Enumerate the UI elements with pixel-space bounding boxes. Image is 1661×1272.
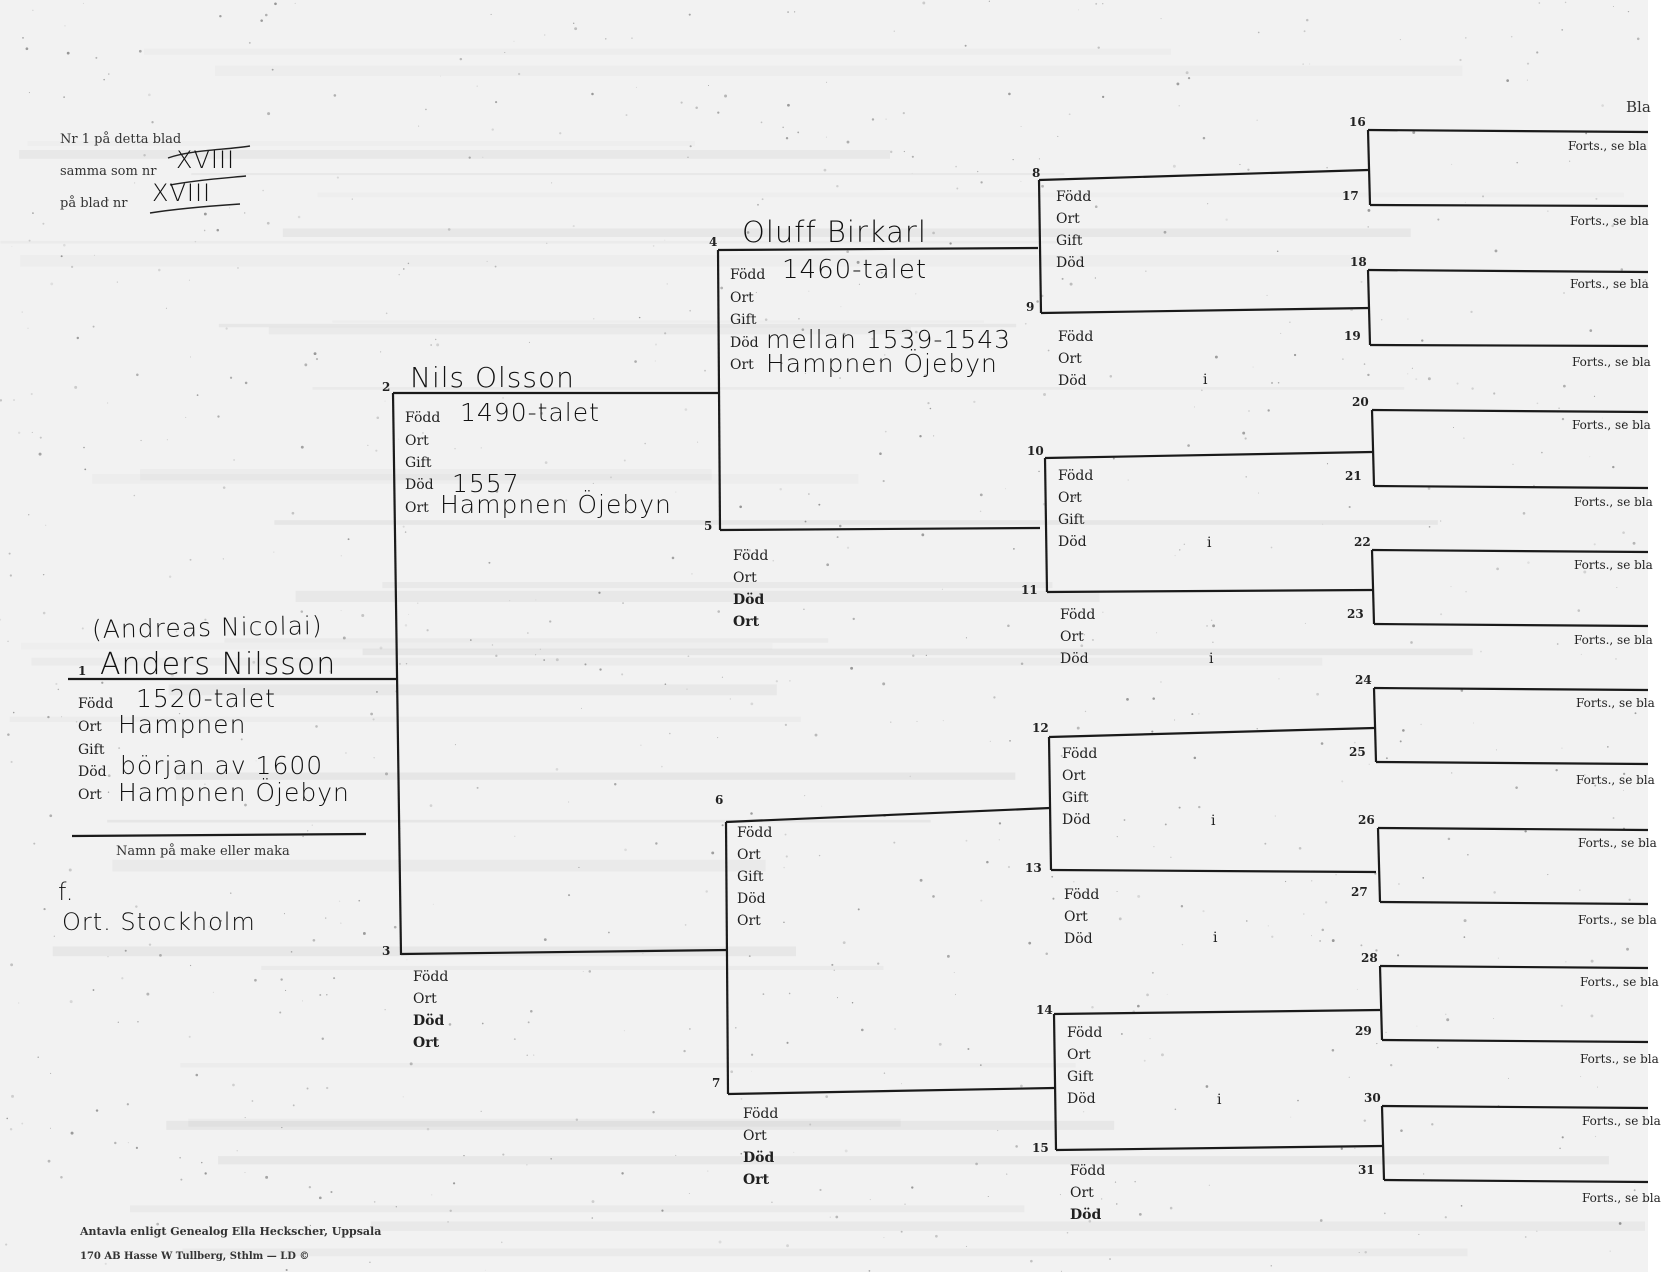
person25-number: 25: [1349, 745, 1366, 759]
p12-ort-label: Ort: [1062, 768, 1086, 784]
p4-gift-label: Gift: [730, 312, 757, 328]
p9-i: i: [1203, 372, 1208, 388]
person1-number: 1: [78, 664, 87, 678]
p13-ort-label: Ort: [1064, 909, 1088, 925]
spouse-ort: Ort. Stockholm: [62, 908, 256, 936]
p2-ort-label: Ort: [405, 433, 429, 449]
p6-ort-label: Ort: [737, 847, 761, 863]
p13-dod-label: Död: [1064, 931, 1093, 947]
person31-number: 31: [1358, 1163, 1375, 1177]
person2-dod-ort: Hampnen Öjebyn: [440, 490, 672, 519]
forts-23: Forts., se bla: [1574, 633, 1653, 647]
person10-fields: [1058, 465, 1093, 553]
blad-value: XVIII: [152, 179, 212, 207]
blad-corner: Bla: [1626, 98, 1651, 116]
person6-fields: [737, 822, 772, 932]
p9-ort-label: Ort: [1058, 351, 1082, 367]
forts-25: Forts., se bla: [1576, 773, 1655, 787]
spouse-f: f.: [58, 878, 75, 906]
make-label: Namn på make eller maka: [116, 844, 290, 859]
person5-number: 5: [704, 519, 713, 533]
person1-alt-name: (Andreas Nicolai): [91, 610, 323, 645]
p9-fodd-label: Född: [1058, 329, 1094, 345]
p2-dod-ort-label: Ort: [405, 500, 429, 516]
person13-fields: [1064, 884, 1099, 950]
p3-dod-ort-label: Ort: [413, 1035, 440, 1051]
p2-dod-label: Död: [405, 477, 434, 493]
person22-number: 22: [1354, 535, 1371, 549]
p2-gift-label: Gift: [405, 455, 432, 471]
person14-fields: [1067, 1022, 1102, 1110]
p1-ort-label: Ort: [78, 719, 102, 735]
forts-29: Forts., se bla: [1580, 1052, 1659, 1066]
p13-i: i: [1213, 930, 1218, 946]
p14-i: i: [1217, 1092, 1222, 1108]
person4-dod-ort: Hampnen Öjebyn: [766, 349, 998, 378]
footer-line2: 170 AB Hasse W Tullberg, Sthlm — LD ©: [80, 1251, 310, 1262]
forts-21: Forts., se bla: [1574, 495, 1653, 509]
person9-number: 9: [1026, 300, 1035, 314]
p4-ort-label: Ort: [730, 290, 754, 306]
person13-number: 13: [1025, 861, 1042, 875]
p10-i: i: [1207, 535, 1212, 551]
p4-dod-label: Död: [730, 335, 759, 351]
p5-fodd-label: Född: [733, 548, 769, 564]
person16-number: 16: [1349, 115, 1366, 129]
person2-dod: 1557: [452, 469, 520, 498]
forts-31: Forts., se bla: [1582, 1191, 1661, 1205]
p6-gift-label: Gift: [737, 869, 764, 885]
person27-number: 27: [1351, 885, 1368, 899]
p1-dod-label: Död: [78, 764, 107, 780]
p10-dod-label: Död: [1058, 534, 1087, 550]
forts-18: Forts., se bla: [1570, 277, 1649, 291]
nr-line: Nr 1 på detta blad: [60, 132, 182, 147]
person8-number: 8: [1032, 166, 1041, 180]
person14-number: 14: [1036, 1003, 1053, 1017]
p14-dod-label: Död: [1067, 1091, 1096, 1107]
person1-dod: början av 1600: [120, 751, 324, 780]
p6-dod-label: Död: [737, 891, 766, 907]
p9-dod-label: Död: [1058, 373, 1087, 389]
p7-dod-ort-label: Ort: [743, 1172, 770, 1188]
person4-number: 4: [709, 235, 718, 249]
forts-20: Forts., se bla: [1572, 418, 1651, 432]
p10-gift-label: Gift: [1058, 512, 1085, 528]
person10-number: 10: [1027, 444, 1044, 458]
person4-dod: mellan 1539-1543: [766, 325, 1012, 354]
person2-name: Nils Olsson: [410, 361, 575, 394]
p14-fodd-label: Född: [1067, 1025, 1103, 1041]
person19-number: 19: [1344, 329, 1361, 343]
p15-dod-label: Död: [1070, 1207, 1102, 1223]
p2-fodd-label: Född: [405, 410, 441, 426]
person5-fields: [733, 545, 768, 633]
p7-fodd-label: Född: [743, 1106, 779, 1122]
forts-24: Forts., se bla: [1576, 696, 1655, 710]
person9-fields: [1058, 326, 1093, 392]
p15-fodd-label: Född: [1070, 1163, 1106, 1179]
person21-number: 21: [1345, 469, 1362, 483]
forts-17: Forts., se bla: [1570, 214, 1649, 228]
forts-26: Forts., se bla: [1578, 836, 1657, 850]
person8-fields: [1056, 186, 1091, 274]
p15-ort-label: Ort: [1070, 1185, 1094, 1201]
person17-number: 17: [1342, 189, 1359, 203]
p1-dod-ort-label: Ort: [78, 787, 102, 803]
p3-dod-label: Död: [413, 1013, 445, 1029]
person2-number: 2: [382, 380, 391, 394]
person20-number: 20: [1352, 395, 1369, 409]
p5-ort-label: Ort: [733, 570, 757, 586]
forts-19: Forts., se bla: [1572, 355, 1651, 369]
person23-number: 23: [1347, 607, 1364, 621]
p10-ort-label: Ort: [1058, 490, 1082, 506]
forts-22: Forts., se bla: [1574, 558, 1653, 572]
person4-fodd: 1460-talet: [782, 255, 928, 285]
person11-number: 11: [1021, 583, 1038, 597]
p12-gift-label: Gift: [1062, 790, 1089, 806]
forts-28: Forts., se bla: [1580, 975, 1659, 989]
person12-fields: [1062, 743, 1097, 831]
person3-fields: [413, 966, 448, 1054]
p5-dod-ort-label: Ort: [733, 614, 760, 630]
p13-fodd-label: Född: [1064, 887, 1100, 903]
person2-fodd: 1490-talet: [460, 398, 600, 427]
person29-number: 29: [1355, 1024, 1372, 1038]
p11-fodd-label: Född: [1060, 607, 1096, 623]
samma-label: samma som nr: [60, 164, 157, 179]
person30-number: 30: [1364, 1091, 1381, 1105]
p11-i: i: [1209, 651, 1214, 667]
p1-fodd-label: Född: [78, 696, 114, 712]
p11-dod-label: Död: [1060, 651, 1089, 667]
samma-value: XVIII: [176, 146, 236, 174]
p8-gift-label: Gift: [1056, 233, 1083, 249]
person1-ort: Hampnen: [118, 710, 247, 739]
person1-name: Anders Nilsson: [100, 647, 337, 682]
person15-number: 15: [1032, 1141, 1049, 1155]
blad-label: på blad nr: [60, 196, 128, 211]
p5-dod-label: Död: [733, 592, 765, 608]
person7-number: 7: [712, 1076, 721, 1090]
person18-number: 18: [1350, 255, 1367, 269]
p14-ort-label: Ort: [1067, 1047, 1091, 1063]
person6-number: 6: [715, 793, 724, 807]
p3-fodd-label: Född: [413, 969, 449, 985]
p12-fodd-label: Född: [1062, 746, 1098, 762]
p8-dod-label: Död: [1056, 255, 1085, 271]
forts-27: Forts., se bla: [1578, 913, 1657, 927]
person28-number: 28: [1361, 951, 1378, 965]
forts-16: Forts., se bla: [1568, 139, 1647, 153]
p7-ort-label: Ort: [743, 1128, 767, 1144]
p6-fodd-label: Född: [737, 825, 773, 841]
person15-fields: [1070, 1160, 1105, 1226]
person1-fodd: 1520-talet: [136, 684, 276, 713]
p10-fodd-label: Född: [1058, 468, 1094, 484]
p4-fodd-label: Född: [730, 267, 766, 283]
p6-dod-ort-label: Ort: [737, 913, 761, 929]
p7-dod-label: Död: [743, 1150, 775, 1166]
person24-number: 24: [1355, 673, 1372, 687]
person26-number: 26: [1358, 813, 1375, 827]
p8-ort-label: Ort: [1056, 211, 1080, 227]
p3-ort-label: Ort: [413, 991, 437, 1007]
p1-gift-label: Gift: [78, 742, 105, 758]
p12-dod-label: Död: [1062, 812, 1091, 828]
p4-dod-ort-label: Ort: [730, 357, 754, 373]
person7-fields: [743, 1103, 778, 1191]
person12-number: 12: [1032, 721, 1049, 735]
person4-name: Oluff Birkarl: [742, 215, 927, 249]
p12-i: i: [1211, 813, 1216, 829]
person1-dod-ort: Hampnen Öjebyn: [118, 778, 350, 807]
footer-line1: Antavla enligt Genealog Ella Heckscher, Uppsala: [80, 1225, 382, 1238]
forts-30: Forts., se bla: [1582, 1114, 1661, 1128]
p8-fodd-label: Född: [1056, 189, 1092, 205]
p14-gift-label: Gift: [1067, 1069, 1094, 1085]
person3-number: 3: [382, 944, 391, 958]
person11-fields: [1060, 604, 1095, 670]
p11-ort-label: Ort: [1060, 629, 1084, 645]
